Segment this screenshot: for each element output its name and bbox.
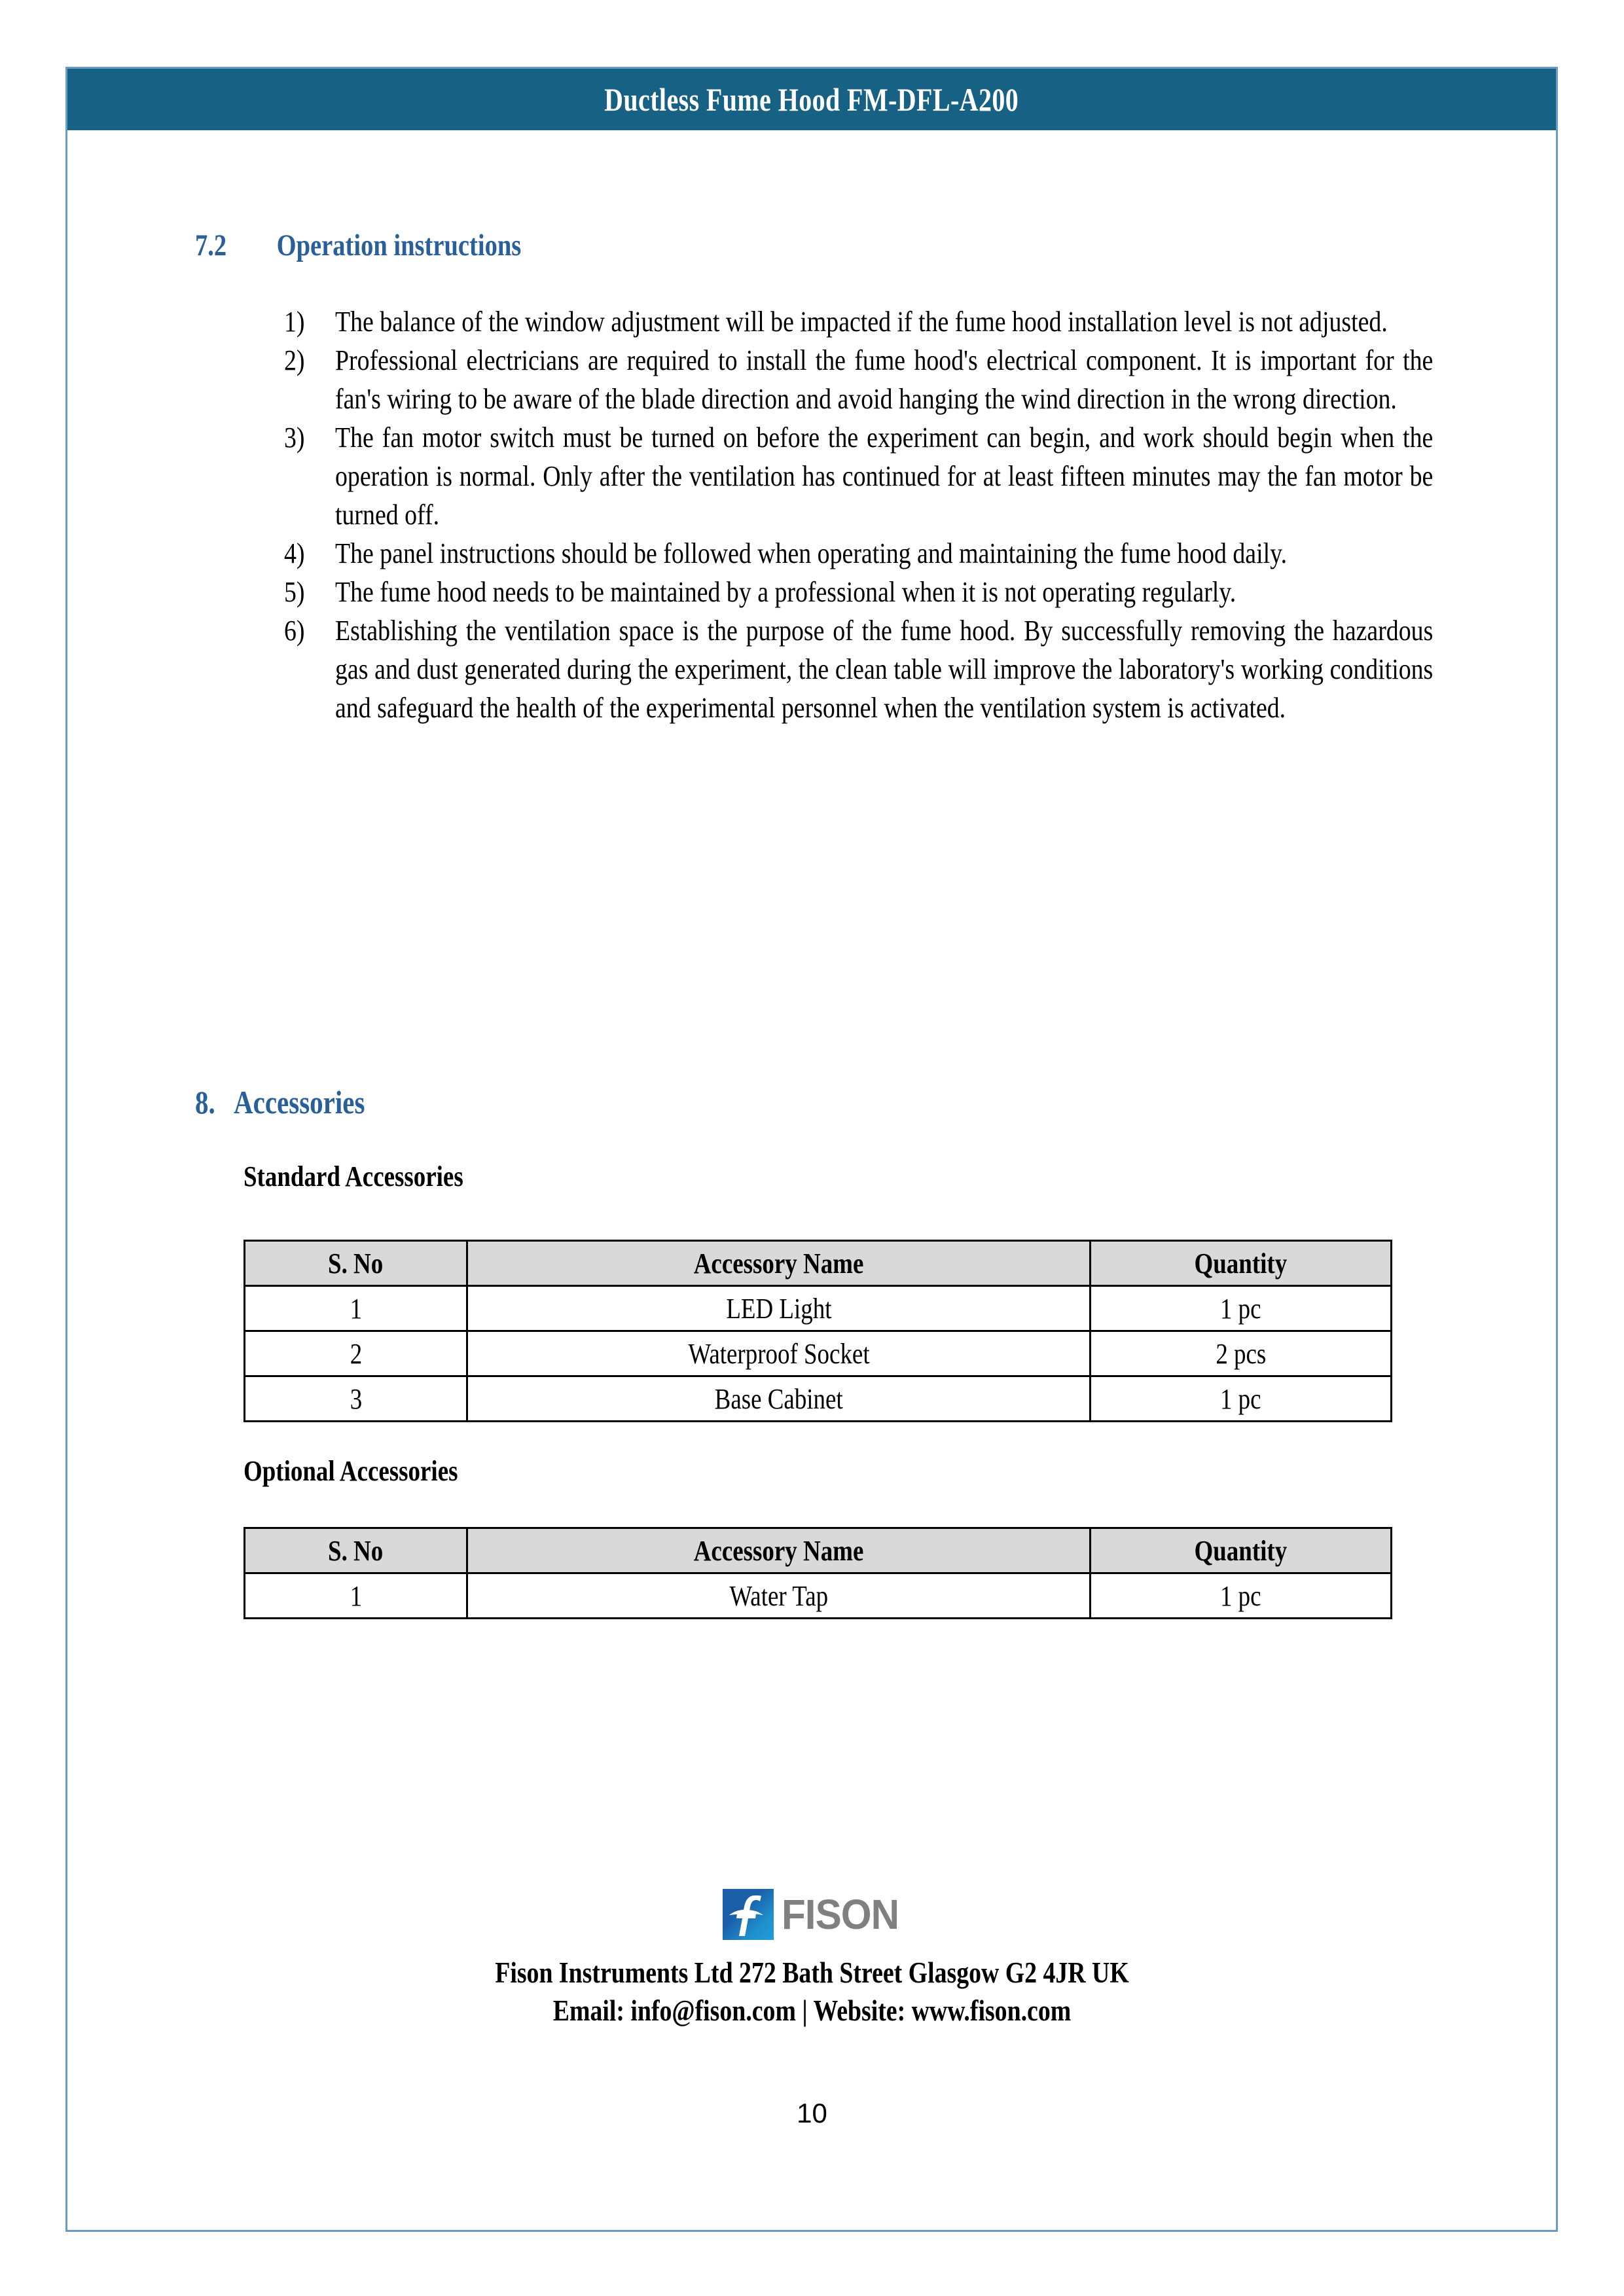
list-item-text: The fan motor switch must be turned on before the experiment can begin, and work should begin when the operation is normal. Only after the ventilation has continued for at least fifteen minutes may the fan motor be turned off.	[335, 422, 1434, 531]
cell-quantity: 1 pc	[1091, 1376, 1392, 1422]
cell-sno: 1	[245, 1286, 467, 1331]
column-header-sno: S. No	[245, 1528, 467, 1573]
footer-email-website-line: Email: info@fison.com | Website: www.fison.com	[552, 1994, 1072, 2027]
list-item	[284, 341, 1433, 418]
section-title-7-2: Operation instructions	[276, 228, 522, 262]
column-header-accessory-name: Accessory Name	[467, 1528, 1091, 1573]
standard-accessories-table	[244, 1240, 1392, 1422]
section-heading-8	[195, 1083, 365, 1121]
footer-contact-info	[0, 1954, 1624, 2030]
table-row	[245, 1286, 1392, 1331]
list-item	[284, 573, 1433, 611]
section-title-8: Accessories	[234, 1084, 365, 1121]
list-item-text: The fume hood needs to be maintained by a professional when it is not operating regularly.	[335, 576, 1236, 608]
list-item-text: The panel instructions should be followed when operating and maintaining the fume hood daily.	[335, 537, 1288, 569]
standard-accessories-label: Standard Accessories	[244, 1160, 463, 1193]
list-marker: 3)	[284, 422, 305, 454]
cell-sno: 1	[245, 1573, 467, 1619]
cell-sno: 2	[245, 1331, 467, 1376]
operation-instructions-list	[284, 302, 1433, 727]
list-marker: 1)	[284, 306, 305, 338]
cell-quantity: 2 pcs	[1091, 1331, 1392, 1376]
fison-logo	[723, 1889, 899, 1940]
list-item	[284, 534, 1433, 573]
column-header-accessory-name: Accessory Name	[467, 1241, 1091, 1286]
list-item-text: Professional electricians are required to install the fume hood's electrical component. It is important for the fan's wiring to be aware of the blade direction and avoid hanging the wind direction in the wrong direction.	[335, 344, 1434, 415]
footer-address-line: Fison Instruments Ltd 272 Bath Street Glasgow G2 4JR UK	[495, 1956, 1129, 1989]
list-item-text: Establishing the ventilation space is the purpose of the fume hood. By successfully removing the hazardous gas and dust generated during the experiment, the clean table will improve the laboratory's working conditions and safeguard the health of the experimental personnel when the ventilation system is activated.	[335, 615, 1434, 724]
cell-accessory-name: Water Tap	[467, 1573, 1091, 1619]
cell-quantity: 1 pc	[1091, 1573, 1392, 1619]
optional-accessories-label: Optional Accessories	[244, 1455, 458, 1487]
section-heading-7-2	[195, 228, 1215, 263]
fison-f-mark-icon	[723, 1889, 774, 1940]
cell-sno: 3	[245, 1376, 467, 1422]
table-row	[245, 1376, 1392, 1422]
table-header-row	[245, 1241, 1392, 1286]
table-header-row	[245, 1528, 1392, 1573]
list-marker: 5)	[284, 576, 305, 608]
list-marker: 2)	[284, 344, 305, 376]
fison-wordmark: FISON	[782, 1891, 899, 1938]
column-header-quantity: Quantity	[1091, 1241, 1392, 1286]
list-item	[284, 302, 1433, 341]
table-row	[245, 1573, 1392, 1619]
column-header-quantity: Quantity	[1091, 1528, 1392, 1573]
optional-accessories-table	[244, 1527, 1392, 1619]
table-row	[245, 1331, 1392, 1376]
section-number-7-2: 7.2	[195, 228, 227, 262]
cell-accessory-name: Base Cabinet	[467, 1376, 1091, 1422]
column-header-sno: S. No	[245, 1241, 467, 1286]
list-marker: 4)	[284, 537, 305, 569]
list-item	[284, 418, 1433, 534]
document-title: Ductless Fume Hood FM-DFL-A200	[604, 81, 1019, 118]
list-marker: 6)	[284, 615, 305, 647]
list-item-text: The balance of the window adjustment will be impacted if the fume hood installation level is not adjusted.	[335, 306, 1388, 338]
page-number: 10	[797, 2098, 827, 2128]
cell-accessory-name: LED Light	[467, 1286, 1091, 1331]
list-item	[284, 611, 1433, 727]
cell-accessory-name: Waterproof Socket	[467, 1331, 1091, 1376]
cell-quantity: 1 pc	[1091, 1286, 1392, 1331]
section-number-8: 8.	[195, 1084, 215, 1121]
